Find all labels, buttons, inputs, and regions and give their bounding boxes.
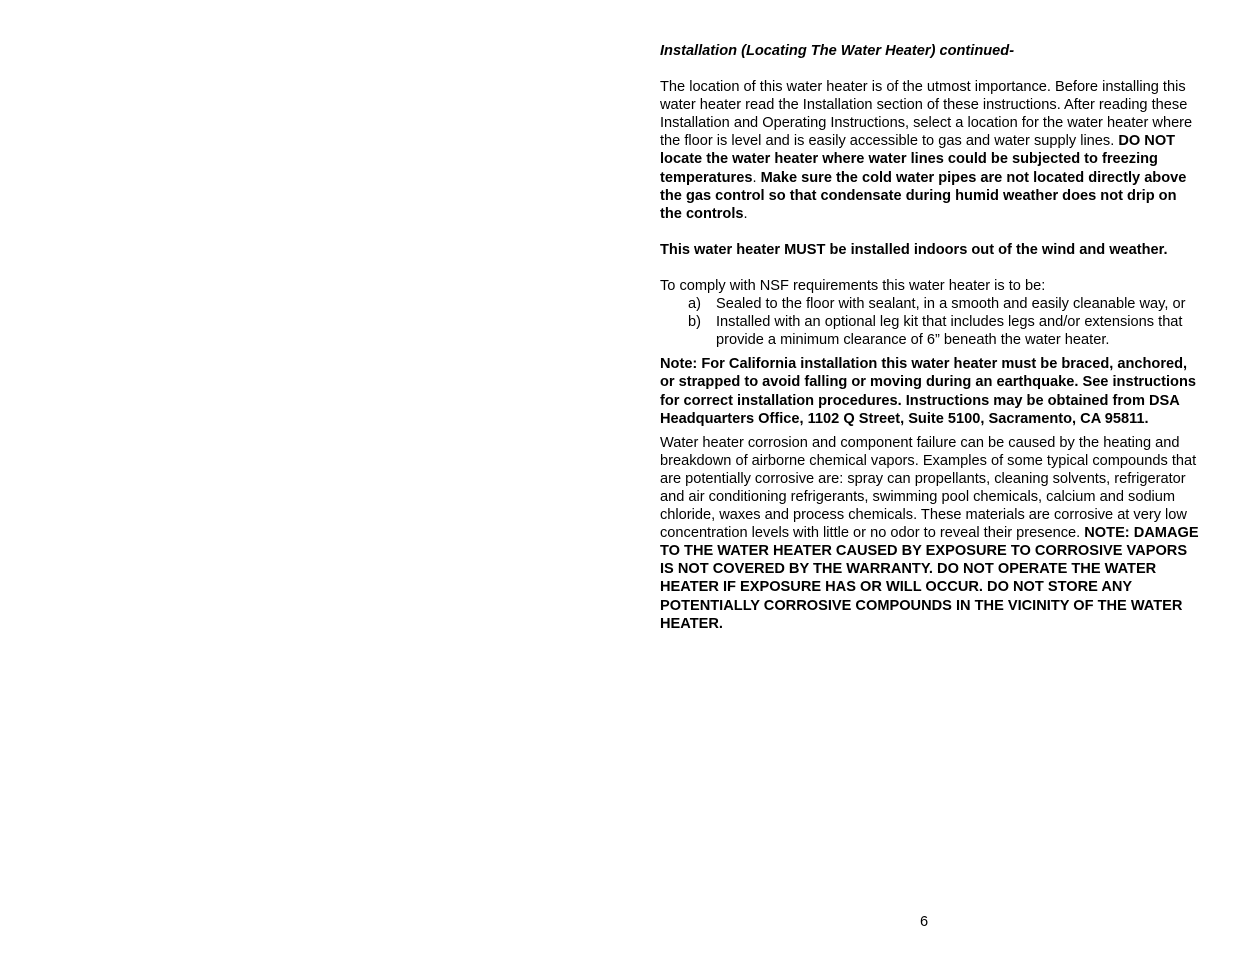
list-item-text: Installed with an optional leg kit that includes legs and/or extensions that provide a minimum clearance of 6” beneath the water heater.: [716, 314, 1183, 349]
location-text-3: .: [743, 205, 748, 222]
location-text-1: The location of this water heater is of the utmost importance. Before installing this water heater read the Installation section of these instructions. After reading these Installation and Operating Instructions, select a location for the water heater where the floor is level and is easily accessible to gas and water supply lines.: [660, 79, 1193, 150]
freezing-warning: DO NOT locate the water heater where water lines could be subjected to freezing temperatures: [660, 133, 1176, 186]
location-text-2: .: [752, 169, 761, 186]
corrosion-paragraph: [660, 434, 1200, 633]
location-paragraph: [660, 78, 1200, 223]
nsf-requirements-list: [660, 295, 1200, 349]
list-item: [660, 313, 1200, 349]
list-item: [660, 295, 1200, 313]
list-marker: a): [688, 296, 701, 313]
list-marker: b): [688, 314, 701, 331]
section-heading: Installation (Locating The Water Heater) continued-: [660, 43, 1015, 59]
page-number: 6: [920, 914, 929, 930]
indoor-warning: This water heater MUST be installed indoors out of the wind and weather.: [660, 241, 1168, 258]
corrosion-warning: NOTE: DAMAGE TO THE WATER HEATER CAUSED BY EXPOSURE TO CORROSIVE VAPORS IS NOT COVERED BY THE WARRANTY. DO NOT OPERATE THE WATER HEATER IF EXPOSURE HAS OR WILL OCCUR. DO NOT STORE ANY POTENTIALLY CORROSIVE COMPOUNDS IN THE VICINITY OF THE WATER HEATER.: [660, 525, 1199, 632]
document-column: [660, 42, 1200, 633]
condensate-warning: Make sure the cold water pipes are not located directly above the gas control so that condensate during humid weather does not drip on the controls: [660, 169, 1187, 222]
nsf-intro: To comply with NSF requirements this water heater is to be:: [660, 277, 1046, 294]
corrosion-text: Water heater corrosion and component failure can be caused by the heating and breakdown of airborne chemical vapors. Examples of some typical compounds that are potentially corrosive are: spray can propellants, cleaning solvents, refrigerator and air conditioning refrigerants, swimming pool chemicals, calcium and sodium chloride, waxes and process chemicals. These materials are corrosive at very low concentration levels with little or no odor to reveal their presence.: [660, 434, 1197, 542]
california-note: Note: For California installation this water heater must be braced, anchored, or strapped to avoid falling or moving during an earthquake. See instructions for correct installation procedures. Instructions may be obtained from DSA Headquarters Office, 1102 Q Street, Suite 5100, Sacramento, CA 95811.: [660, 356, 1196, 427]
list-item-text: Sealed to the floor with sealant, in a smooth and easily cleanable way, or: [716, 296, 1186, 313]
